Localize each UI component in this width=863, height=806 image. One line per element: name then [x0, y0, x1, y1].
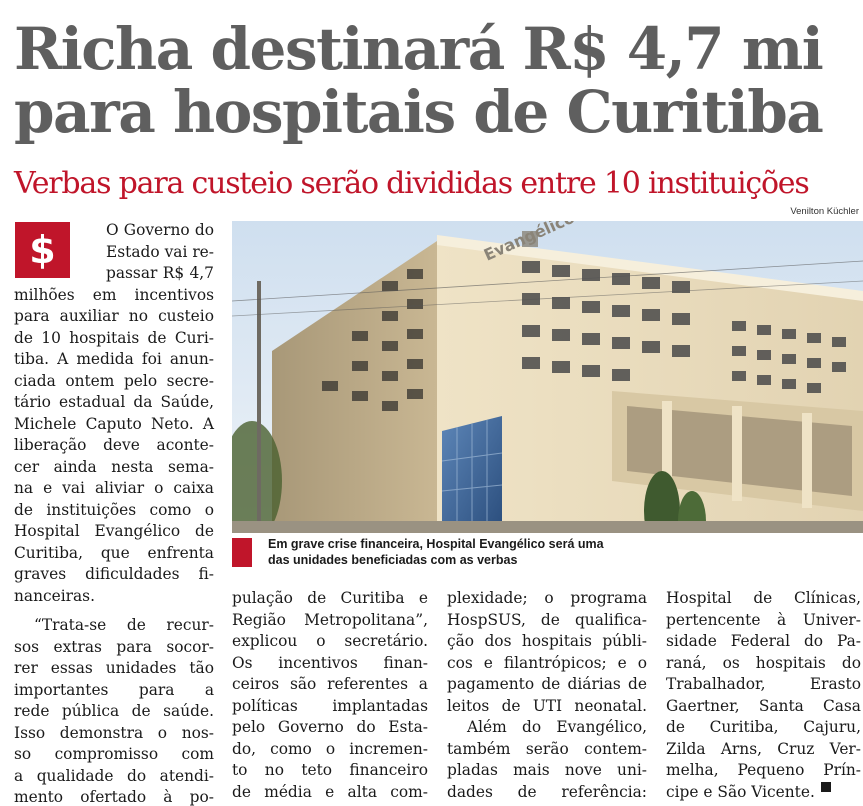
article-line: Trabalhador, Erasto [666, 675, 861, 693]
article-line: na e vai aliviar o caixa [14, 479, 214, 497]
article-line: “Trata-se de recur- [34, 616, 214, 634]
article-line: pagamento de diárias de [447, 675, 647, 693]
subheadline: Verbas para custeio serão divididas entre 10 instituições [14, 166, 809, 201]
caption-marker [232, 538, 252, 567]
article-line: Hospital de Clínicas, [666, 589, 861, 607]
article-line: sidade Federal do Pa- [666, 632, 861, 650]
article-line: Estado vai re- [106, 242, 214, 261]
cross-icon [522, 231, 538, 247]
article-line: so compromisso com [14, 745, 214, 763]
photo-caption: Em grave crise financeira, Hospital Evangélico será uma das unidades beneficiadas com as verbas [268, 537, 604, 567]
headline-line-1: Richa destinará R$ 4,7 mi [14, 15, 823, 83]
article-line: Curitiba, que enfrenta [14, 543, 214, 562]
article-line: Michele Caputo Neto. A [14, 414, 214, 433]
article-line: Região Metropolitana”, [232, 610, 428, 629]
article-line: dades de referência: [447, 782, 647, 801]
article-line: tiba. A medida foi anun- [14, 350, 214, 368]
article-line: a qualidade do atendi- [14, 766, 214, 785]
hospital-photo [232, 221, 863, 533]
article-line: políticas implantadas [232, 696, 428, 715]
article-line: ção dos hospitais públi- [447, 632, 647, 650]
article-column-3 [447, 588, 647, 803]
article-line: HospSUS, de qualifica- [447, 610, 647, 629]
article-line: pertencente à Univer- [666, 610, 861, 629]
article-line: rer essas unidades tão [14, 659, 214, 677]
article-line: ceiros são referentes a [232, 675, 428, 693]
article-line: também serão contem- [447, 739, 647, 758]
headline-line-2: para hospitais de Curitiba [14, 78, 823, 146]
article-line: cos e filantrópicos; e o [447, 653, 647, 672]
article-line: tário estadual da Saúde, [14, 393, 214, 411]
article-line: Zilda Arns, Cruz Ver- [666, 739, 861, 758]
photo-credit: Venilton Küchler [790, 206, 859, 217]
article-line: Além do Evangélico, [467, 718, 647, 736]
article-column-1 [14, 220, 214, 806]
article-line: milhões em incentivos [14, 285, 214, 304]
article-line: sos extras para socor- [14, 637, 214, 656]
article-line: Gaertner, Santa Casa [666, 696, 861, 715]
article-column-4 [666, 588, 861, 803]
article-line: melha, Pequeno Prín- [666, 761, 861, 779]
dollar-symbol: $ [29, 228, 56, 272]
article-line: passar R$ 4,7 [106, 264, 214, 282]
article-line: de média e alta com- [232, 782, 428, 801]
article-line: raná, os hospitais do [666, 653, 861, 672]
article-line: pulação de Curitiba e [232, 589, 428, 607]
article-line: nanceiras. [14, 586, 95, 605]
article-line: Os incentivos finan- [232, 653, 428, 672]
hospital-building-illustration [232, 221, 863, 533]
article-line: O Governo do [106, 221, 214, 239]
article-line: do, como o incremen- [232, 739, 428, 758]
article-line: rede pública de saúde. [14, 702, 214, 720]
article-end-mark [821, 782, 831, 792]
article-line: Isso demonstra o nos- [14, 723, 214, 742]
article-line: to no teto financeiro [232, 761, 428, 779]
article-line: de Curitiba, Cajuru, [666, 718, 861, 736]
article-line: liberação deve aconte- [14, 436, 214, 454]
article-line: ciada ontem pelo secre- [14, 371, 214, 390]
headline [14, 15, 859, 146]
article-line: de 10 hospitais de Curi- [14, 328, 214, 347]
article-line: Hospital Evangélico de [14, 522, 214, 540]
article-line: cer ainda nesta sema- [14, 457, 214, 476]
article-line: explicou o secretário. [232, 632, 428, 650]
article-line: leitos de UTI neonatal. [447, 696, 647, 715]
article-line: para auxiliar no custeio [14, 307, 214, 325]
article-line: de instituições como o [14, 500, 214, 519]
article-line: cipe e São Vicente. [666, 782, 861, 804]
article-line: plexidade; o programa [447, 589, 647, 607]
article-line: graves dificuldades fi- [14, 565, 214, 583]
article-line: pladas mais nove uni- [447, 761, 647, 779]
article-line: mento ofertado à po- [14, 788, 214, 806]
article-line: importantes para a [14, 680, 214, 699]
article-column-2 [232, 588, 428, 803]
article-line: pelo Governo do Esta- [232, 718, 428, 736]
